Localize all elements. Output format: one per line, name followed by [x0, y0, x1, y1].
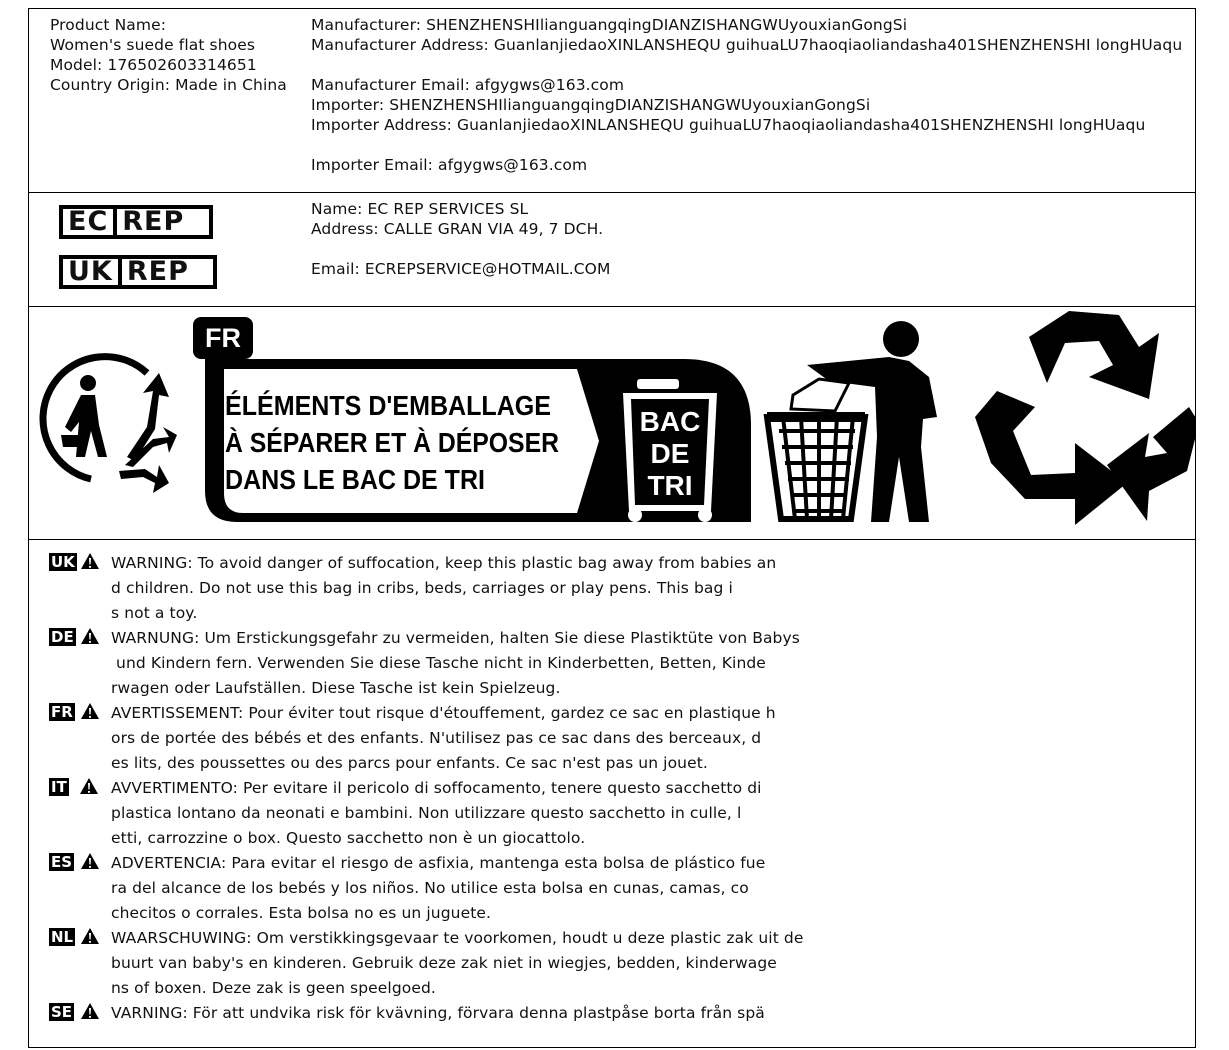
warning-text [111, 1001, 765, 1026]
warning-triangle-icon [80, 852, 100, 870]
product-label [28, 8, 1196, 1048]
country-origin: Country Origin: Made in China [50, 76, 287, 94]
ec-rep-logo [59, 205, 213, 239]
bin-text-2: DE [650, 438, 690, 469]
product-name-label: Product Name: [50, 16, 167, 34]
product-details [50, 15, 287, 95]
warning-line: buurt van baby's en kinderen. Gebruik deze zak niet in wiegjes, bedden, kinderwage [111, 954, 777, 972]
uk-rep-logo [59, 255, 217, 289]
warning-line: d children. Do not use this bag in cribs, beds, carriages or play pens. This bag i [111, 579, 733, 597]
warning-text [111, 926, 803, 1001]
warning-line: rwagen oder Laufställen. Diese Tasche ist kein Spielzeug. [111, 679, 561, 697]
warning-line: s not a toy. [111, 604, 198, 622]
ec-rep-left: EC [68, 206, 109, 237]
product-model: Model: 176502603314651 [50, 56, 257, 74]
warning-line: es lits, des poussettes ou des parcs pour enfants. Ce sac n'est pas un jouet. [111, 754, 708, 772]
warning-triangle-icon [79, 777, 99, 795]
ec-rep-right: REP [113, 209, 189, 235]
product-name-value: Women's suede flat shoes [50, 36, 256, 54]
manufacturer-name: Manufacturer: SHENZHENSHIlianguangqingDIANZISHANGWUyouxianGongSi [311, 16, 908, 34]
warning-text [111, 551, 776, 626]
warning-text [111, 701, 776, 776]
warning-triangle-icon [80, 702, 100, 720]
warning-triangle-icon [80, 552, 100, 570]
country-code-badge: ES [51, 853, 73, 871]
recycling-graphics [29, 307, 1195, 540]
sorting-bin-icon [623, 379, 717, 522]
triman-line-3: DANS LE BAC DE TRI [225, 464, 485, 495]
rep-address: Address: CALLE GRAN VIA 49, 7 DCH. [311, 220, 604, 238]
product-info-section [29, 9, 1195, 193]
warning-text [111, 776, 762, 851]
uk-rep-left: UK [68, 256, 113, 287]
warnings-section [29, 540, 1195, 1050]
recycling-section [29, 307, 1195, 540]
warning-line: AVERTISSEMENT: Pour éviter tout risque d'étouffement, gardez ce sac en plastique h [111, 704, 776, 722]
warning-triangle-icon [80, 927, 100, 945]
bin-text-1: BAC [639, 406, 701, 437]
rep-name: Name: EC REP SERVICES SL [311, 200, 529, 218]
country-code-badge: DE [51, 628, 74, 646]
warning-line: checitos o corrales. Esta bolsa no es un juguete. [111, 904, 492, 922]
triman-country: FR [205, 323, 241, 353]
importer-address: Importer Address: GuanlanjiedaoXINLANSHEQU guihuaLU7haoqiaoliandasha401SHENZHENSHI longHUaqu [311, 116, 1146, 134]
warning-line: plastica lontano da neonati e bambini. Non utilizzare questo sacchetto in culle, l [111, 804, 742, 822]
uk-rep-right: REP [118, 259, 194, 285]
warning-triangle-icon [80, 1002, 100, 1020]
warning-line: AVVERTIMENTO: Per evitare il pericolo di soffocamento, tenere questo sacchetto di [111, 779, 762, 797]
warning-text [111, 851, 765, 926]
warning-line: ors de portée des bébés et des enfants. N'utilisez pas ce sac dans des berceaux, d [111, 729, 762, 747]
country-code-badge: FR [51, 703, 73, 721]
warning-line: ra del alcance de los bebés y los niños. No utilice esta bolsa en cunas, camas, co [111, 879, 749, 897]
warning-line: und Kindern fern. Verwenden Sie diese Tasche nicht in Kinderbetten, Betten, Kinde [111, 654, 766, 672]
warning-line: ns of boxen. Deze zak is geen speelgoed. [111, 979, 436, 997]
manufacturer-email: Manufacturer Email: afgygws@163.com [311, 76, 625, 94]
bin-text-3: TRI [647, 470, 693, 501]
warning-line: WARNING: To avoid danger of suffocation, keep this plastic bag away from babies an [111, 554, 777, 572]
warning-triangle-icon [80, 627, 100, 645]
country-code-badge: NL [51, 928, 74, 946]
importer-name: Importer: SHENZHENSHIlianguangqingDIANZISHANGWUyouxianGongSi [311, 96, 871, 114]
tidyman-icon [767, 321, 937, 522]
triman-line-1: ÉLÉMENTS D'EMBALLAGE [225, 390, 551, 421]
country-code-badge: IT [51, 778, 67, 796]
manufacturer-address: Manufacturer Address: GuanlanjiedaoXINLANSHEQU guihuaLU7haoqiaoliandasha401SHENZHENSHI longHUaqu [311, 36, 1183, 54]
warning-text [111, 626, 800, 701]
rep-details [311, 199, 610, 279]
warning-line: ADVERTENCIA: Para evitar el riesgo de asfixia, mantenga esta bolsa de plástico fue [111, 854, 766, 872]
warning-line: WAARSCHUWING: Om verstikkingsgevaar te voorkomen, houdt u deze plastic zak uit de [111, 929, 804, 947]
warning-line: VARNING: För att undvika risk för kvävning, förvara denna plastpåse borta från spä [111, 1004, 765, 1022]
rep-section [29, 193, 1195, 307]
country-code-badge: UK [51, 553, 75, 571]
recycle-icon [975, 311, 1195, 525]
triman-icon [43, 357, 177, 493]
manufacturer-details [311, 15, 1182, 175]
warning-line: etti, carrozzine o box. Questo sacchetto non è un giocattolo. [111, 829, 586, 847]
triman-line-2: À SÉPARER ET À DÉPOSER [225, 427, 559, 458]
importer-email: Importer Email: afgygws@163.com [311, 156, 588, 174]
warning-line: WARNUNG: Um Erstickungsgefahr zu vermeiden, halten Sie diese Plastiktüte von Babys [111, 629, 800, 647]
country-code-badge: SE [51, 1003, 73, 1021]
rep-email: Email: ECREPSERVICE@HOTMAIL.COM [311, 260, 611, 278]
